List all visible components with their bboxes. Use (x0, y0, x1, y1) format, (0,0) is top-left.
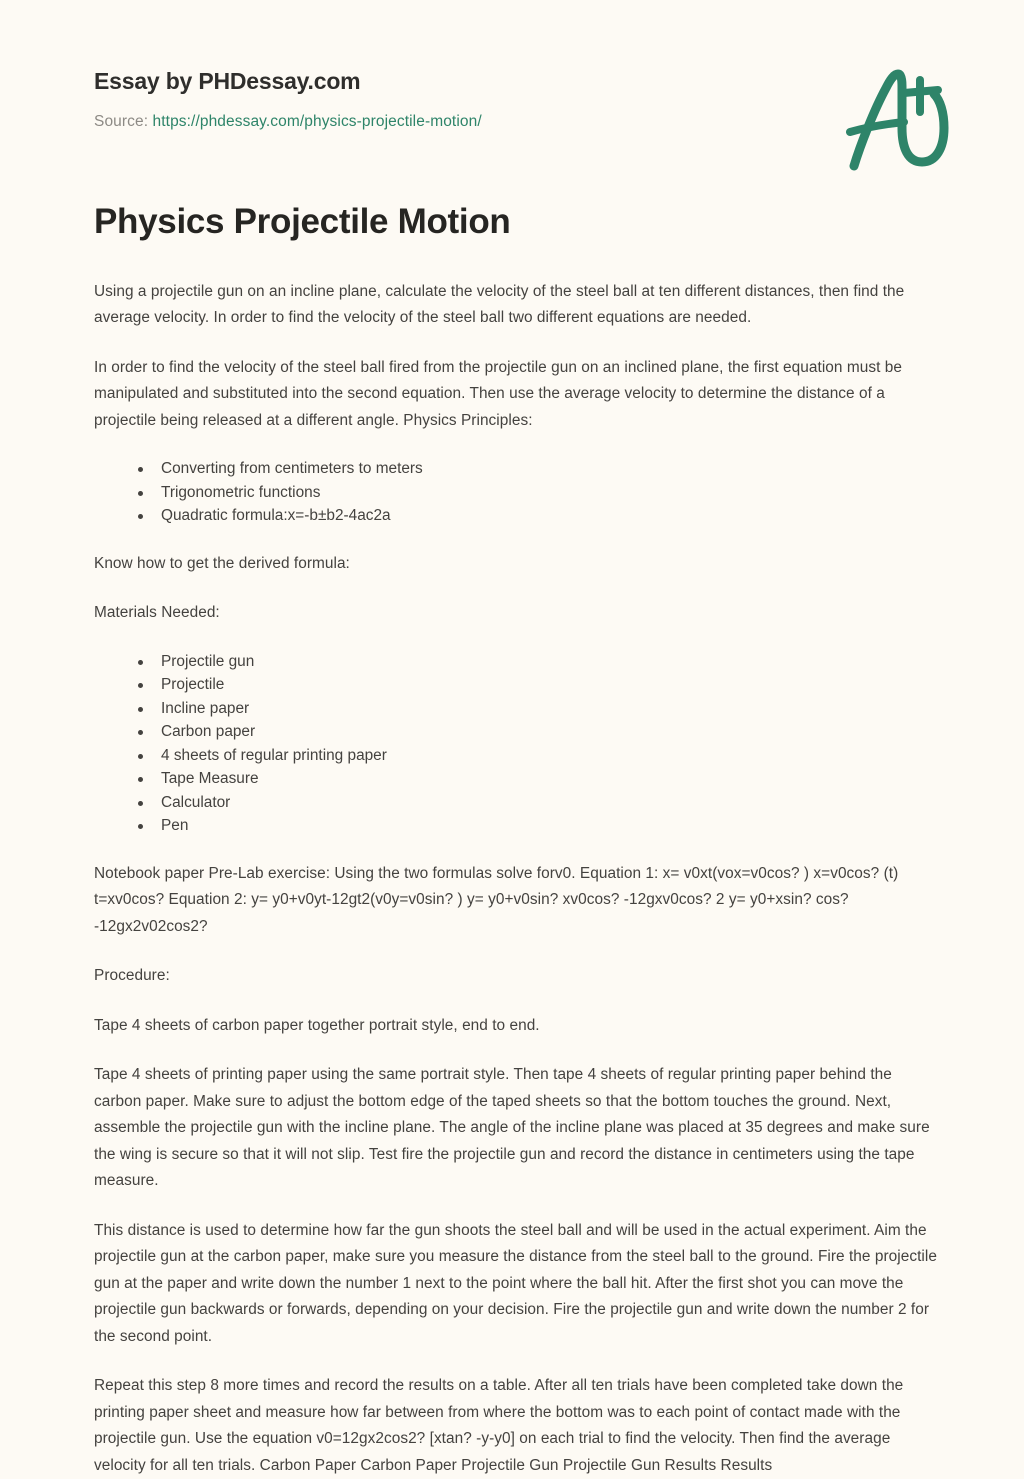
list-item-label: Pen (161, 817, 189, 835)
paragraph-materials-heading: Materials Needed: (94, 604, 220, 622)
page-title: Physics Projectile Motion (94, 201, 511, 241)
paragraph-procedure-step-2: Tape 4 sheets of printing paper using the same portrait style. Then tape 4 sheets of regular printing paper behind the carbon paper. Make sure to adjust the bottom edge of the taped sheets so that the bottom touches the ground. Next, assemble the projectile gun with the incline plane. The angle of the incline plane was placed at 35 degrees and make sure the wing is secure so that it will not slip. Test fire the projectile gun and record the distance in centimeters using the tape measure. (94, 1066, 930, 1190)
list-item-label: Incline paper (161, 699, 250, 717)
paragraph-equations-overview: In order to find the velocity of the steel ball fired from the projectile gun on an inclined plane, the first equation must be manipulated and substituted into the second equation. Then use the average velocity to determine the distance of a projectile being released at a different angle. Physics Principles: (94, 358, 902, 429)
list-item (138, 697, 942, 721)
list-item-label: Calculator (161, 793, 231, 811)
list-item (138, 457, 942, 481)
paragraph-procedure-step-1: Tape 4 sheets of carbon paper together portrait style, end to end. (94, 1016, 540, 1034)
materials-list (94, 650, 942, 838)
list-item (138, 744, 942, 768)
brand-title: Essay by PHDessay.com (94, 68, 361, 94)
physics-principles-list (94, 457, 942, 528)
list-item (138, 650, 942, 674)
paragraph-procedure-heading: Procedure: (94, 967, 170, 985)
list-item (138, 814, 942, 838)
list-item-label: Projectile gun (161, 652, 255, 670)
list-item-label: Quadratic formula:x=-b±b2-4ac2a (161, 507, 391, 525)
essay-body (0, 243, 1024, 1479)
list-item-label: Carbon paper (161, 723, 256, 741)
list-item (138, 767, 942, 791)
list-item (138, 504, 942, 528)
page-header (0, 0, 1024, 131)
paragraph-intro: Using a projectile gun on an incline plane, calculate the velocity of the steel ball at ten different distances, then find the average velocity. In order to find the velocity of the steel ball two different equations are needed. (94, 282, 905, 327)
source-label: Source: (94, 112, 149, 130)
paragraph-procedure-step-3: This distance is used to determine how far the gun shoots the steel ball and will be used in the actual experiment. Aim the projectile gun at the carbon paper, make sure you measure the distance from the steel ball to the ground. Fire the projectile gun at the paper and write down the number 1 next to the point where the ball hit. After the first shot you can move the projectile gun backwards or forwards, depending on your decision. Fire the projectile gun and write down the number 2 for the second point. (94, 1221, 937, 1345)
list-item-label: Trigonometric functions (161, 483, 321, 501)
paragraph-derived-formula: Know how to get the derived formula: (94, 554, 350, 572)
list-item (138, 791, 942, 815)
a-plus-logo-icon (830, 62, 960, 172)
list-item (138, 720, 942, 744)
list-item-label: Converting from centimeters to meters (161, 460, 423, 478)
paragraph-prelab-equations: Notebook paper Pre-Lab exercise: Using the two formulas solve forv0. Equation 1: x= v0xt(vox=v0cos? ) x=v0cos? (t) t=xv0cos? Equation 2: y= y0+v0yt-12gt2(v0y=v0sin? ) y= y0+v0sin? xv0cos? -12gxv0cos? 2 y= y0+xsin? cos? -12gx2v02cos2? (94, 864, 899, 935)
source-link[interactable]: https://phdessay.com/physics-projectile-motion/ (152, 112, 482, 130)
paragraph-procedure-step-4: Repeat this step 8 more times and record the results on a table. After all ten trials have been completed take down the printing paper sheet and measure how far between from where the bottom was to each point of contact made with the projectile gun. Use the equation v0=12gx2cos2? [xtan? -y-y0] on each trial to find the velocity. Then find the average velocity for all ten trials. Carbon Paper Carbon Paper Projectile Gun Projectile Gun Results Results (94, 1377, 904, 1474)
list-item-label: Tape Measure (161, 770, 259, 788)
list-item-label: 4 sheets of regular printing paper (161, 746, 387, 764)
list-item (138, 481, 942, 505)
list-item-label: Projectile (161, 676, 225, 694)
list-item (138, 673, 942, 697)
